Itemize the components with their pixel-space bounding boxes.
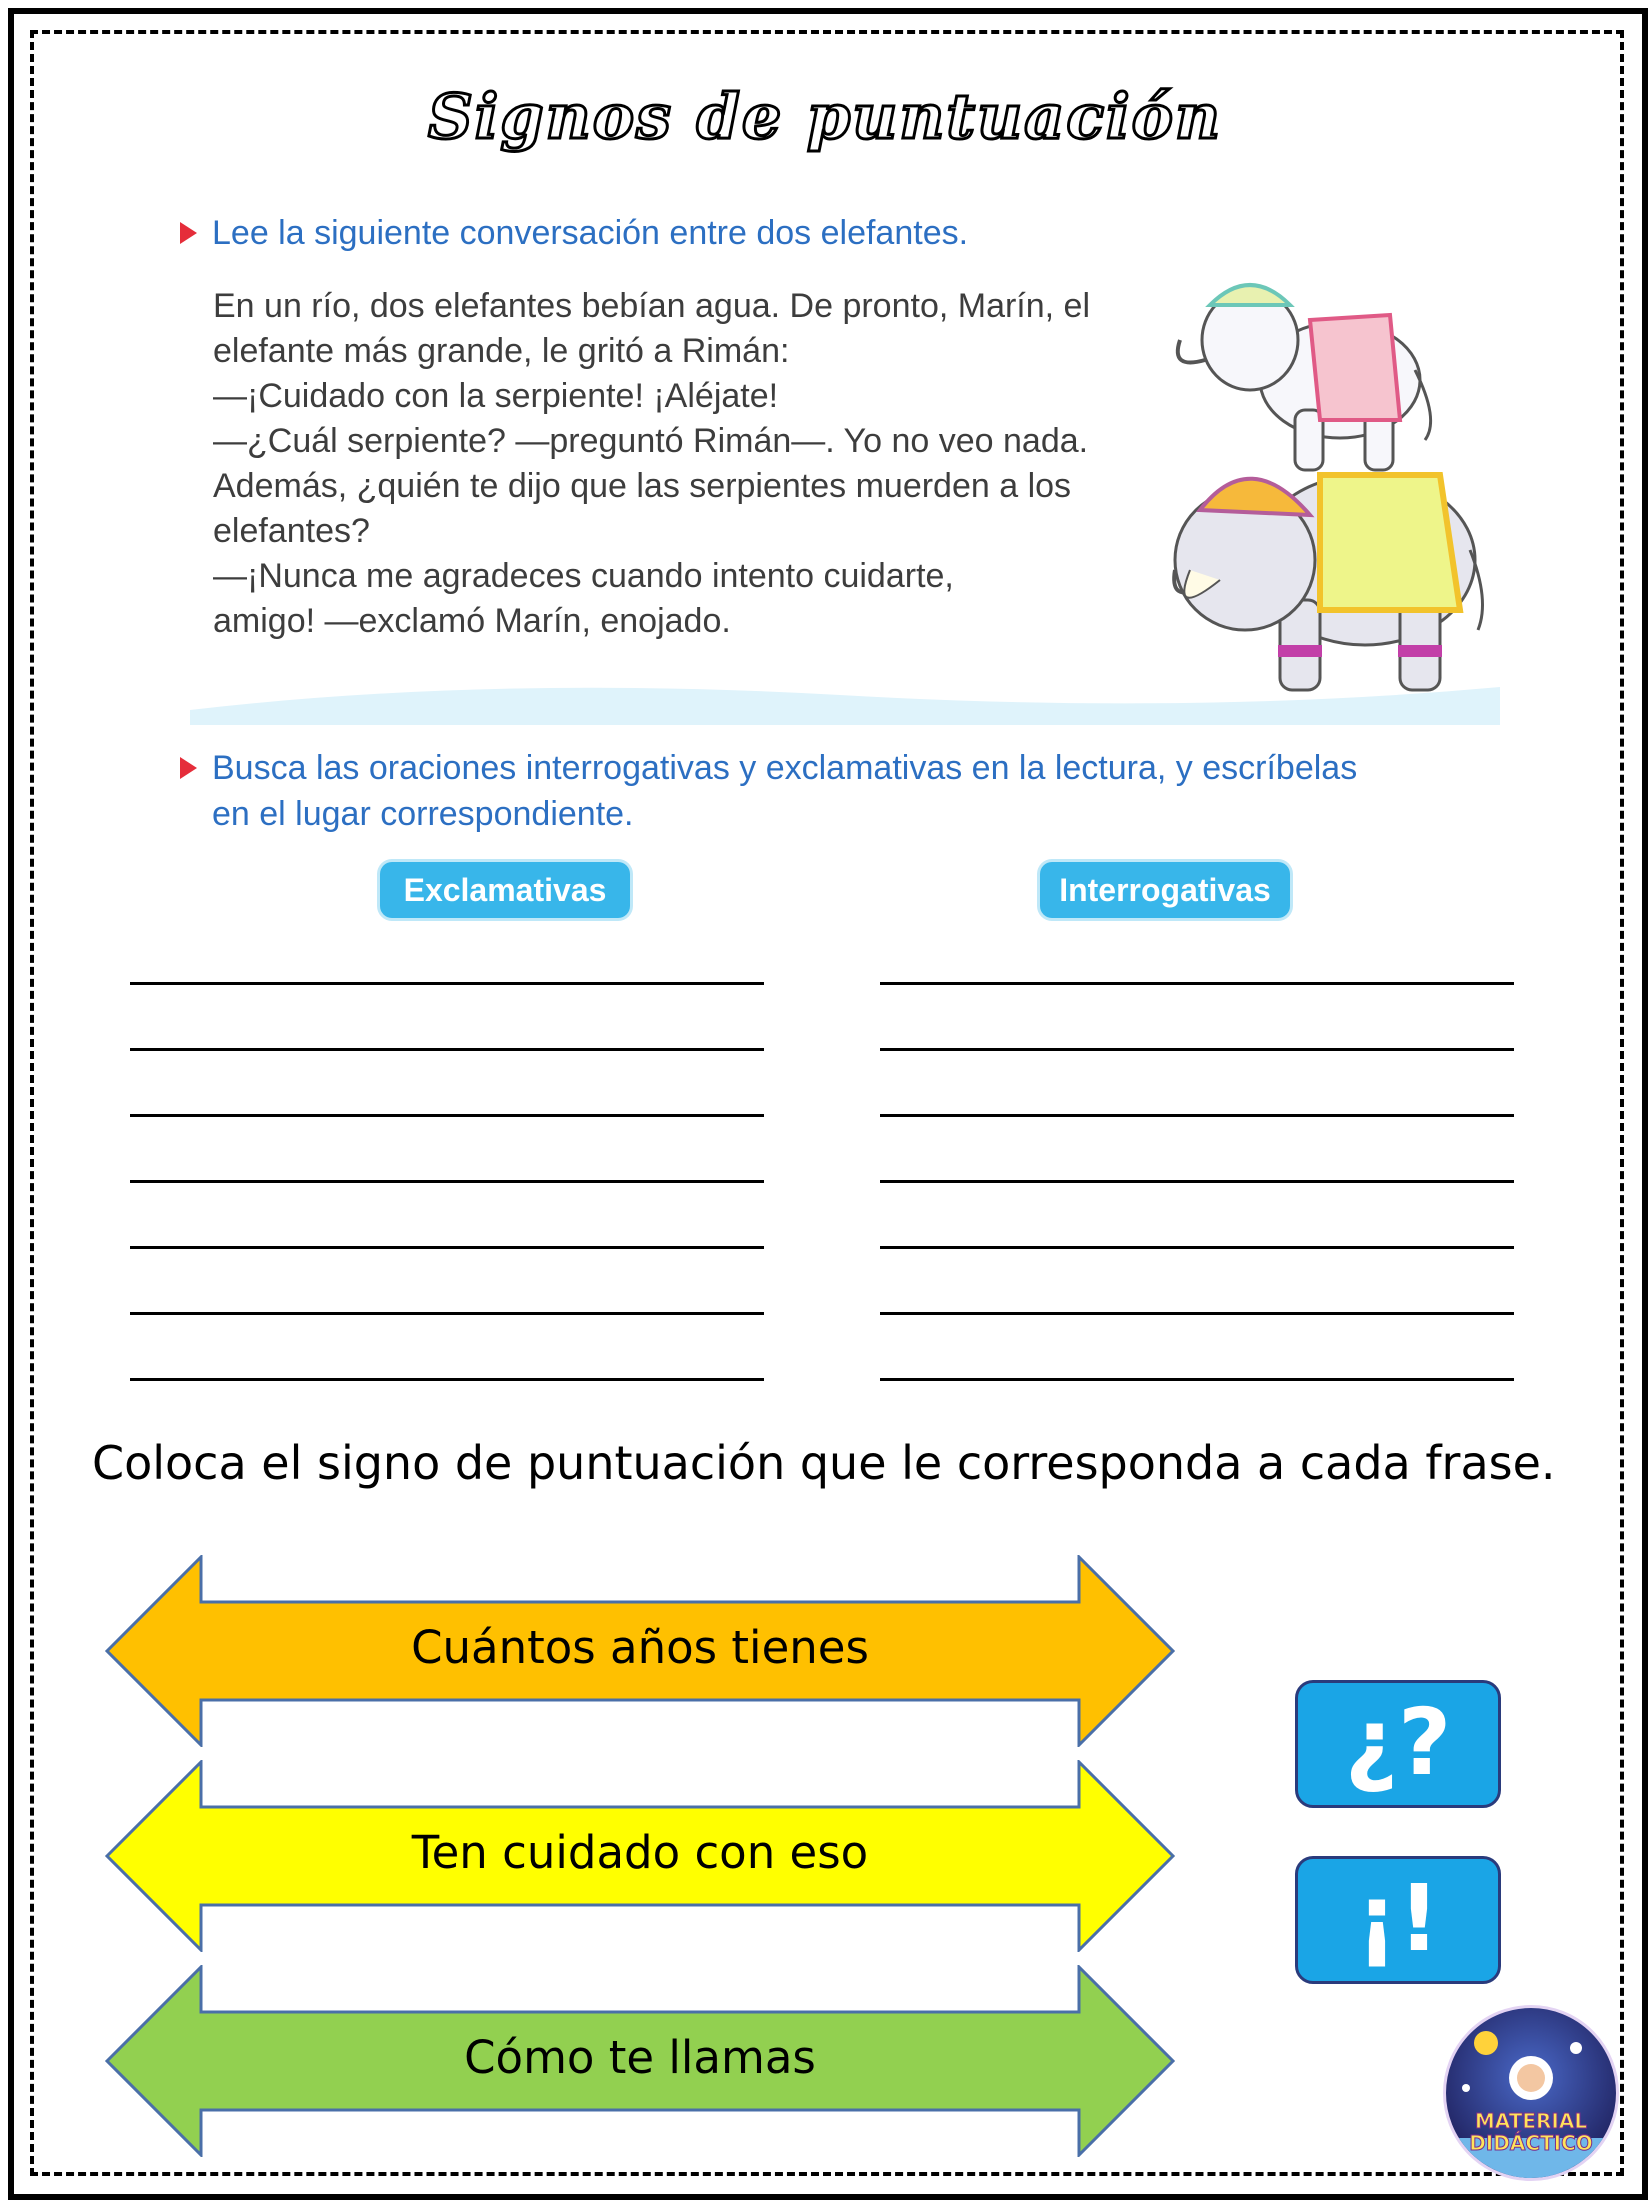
- arrow-phrase-3[interactable]: [105, 1965, 1175, 2157]
- instruction-punctuation: Coloca el signo de puntuación que le corresponda a cada frase.: [92, 1436, 1556, 1490]
- writing-line[interactable]: [880, 1180, 1514, 1183]
- interrogativas-badge: Interrogativas: [1040, 862, 1290, 918]
- triangle-bullet-icon: [180, 222, 197, 244]
- instruction-read: [180, 210, 968, 256]
- elephants-illustration: [1160, 270, 1500, 730]
- story-line: En un río, dos elefantes bebían agua. De pronto, Marín, el: [213, 287, 1091, 325]
- logo-icon: [1443, 2005, 1619, 2181]
- instruction-read-text: Lee la siguiente conversación entre dos elefantes.: [212, 214, 969, 252]
- writing-line[interactable]: [130, 1312, 764, 1315]
- writing-line[interactable]: [130, 982, 764, 985]
- story-line: Además, ¿quién te dijo que las serpientes muerden a los: [213, 467, 1072, 505]
- story-line: amigo! —exclamó Marín, enojado.: [213, 602, 731, 640]
- writing-line[interactable]: [880, 1246, 1514, 1249]
- exclamation-sign-box[interactable]: ¡!: [1295, 1856, 1501, 1984]
- arrow-phrase-label: Cuántos años tienes: [411, 1621, 869, 1674]
- interrogativas-writing-lines: [880, 982, 1514, 1444]
- story-text: [213, 284, 1193, 644]
- arrow-phrase-1[interactable]: [105, 1555, 1175, 1747]
- writing-line[interactable]: [130, 1378, 764, 1381]
- writing-line[interactable]: [880, 1048, 1514, 1051]
- writing-line[interactable]: [880, 1312, 1514, 1315]
- exclamativas-badge: Exclamativas: [380, 862, 630, 918]
- instruction-search-line2: en el lugar correspondiente.: [212, 795, 634, 833]
- arrow-phrase-2[interactable]: [105, 1760, 1175, 1952]
- writing-line[interactable]: [880, 1114, 1514, 1117]
- question-sign-box[interactable]: ¿?: [1295, 1680, 1501, 1808]
- arrow-phrase-label: Ten cuidado con eso: [411, 1826, 869, 1879]
- writing-line[interactable]: [130, 1048, 764, 1051]
- logo-line1: MATERIAL: [1474, 2109, 1588, 2133]
- instruction-search-line1: Busca las oraciones interrogativas y exclamativas en la lectura, y escríbelas: [212, 749, 1358, 787]
- writing-line[interactable]: [130, 1180, 764, 1183]
- logo-text: [1446, 2110, 1616, 2154]
- instruction-search: [180, 745, 1357, 837]
- story-line: —¡Nunca me agradeces cuando intento cuidarte,: [213, 557, 954, 595]
- story-line: elefante más grande, le gritó a Rimán:: [213, 332, 790, 370]
- story-line: elefantes?: [213, 512, 370, 550]
- writing-line[interactable]: [880, 1378, 1514, 1381]
- logo-line2: DIDÁCTICO: [1469, 2131, 1593, 2155]
- exclamativas-writing-lines: [130, 982, 764, 1444]
- page-title: Signos de puntuación: [427, 80, 1223, 153]
- arrow-phrase-label: Cómo te llamas: [464, 2031, 816, 2084]
- writing-line[interactable]: [130, 1114, 764, 1117]
- writing-line[interactable]: [130, 1246, 764, 1249]
- writing-line[interactable]: [880, 982, 1514, 985]
- story-line: —¡Cuidado con la serpiente! ¡Aléjate!: [213, 377, 779, 415]
- story-line: —¿Cuál serpiente? —preguntó Rimán—. Yo no veo nada.: [213, 422, 1089, 460]
- triangle-bullet-icon: [180, 757, 197, 779]
